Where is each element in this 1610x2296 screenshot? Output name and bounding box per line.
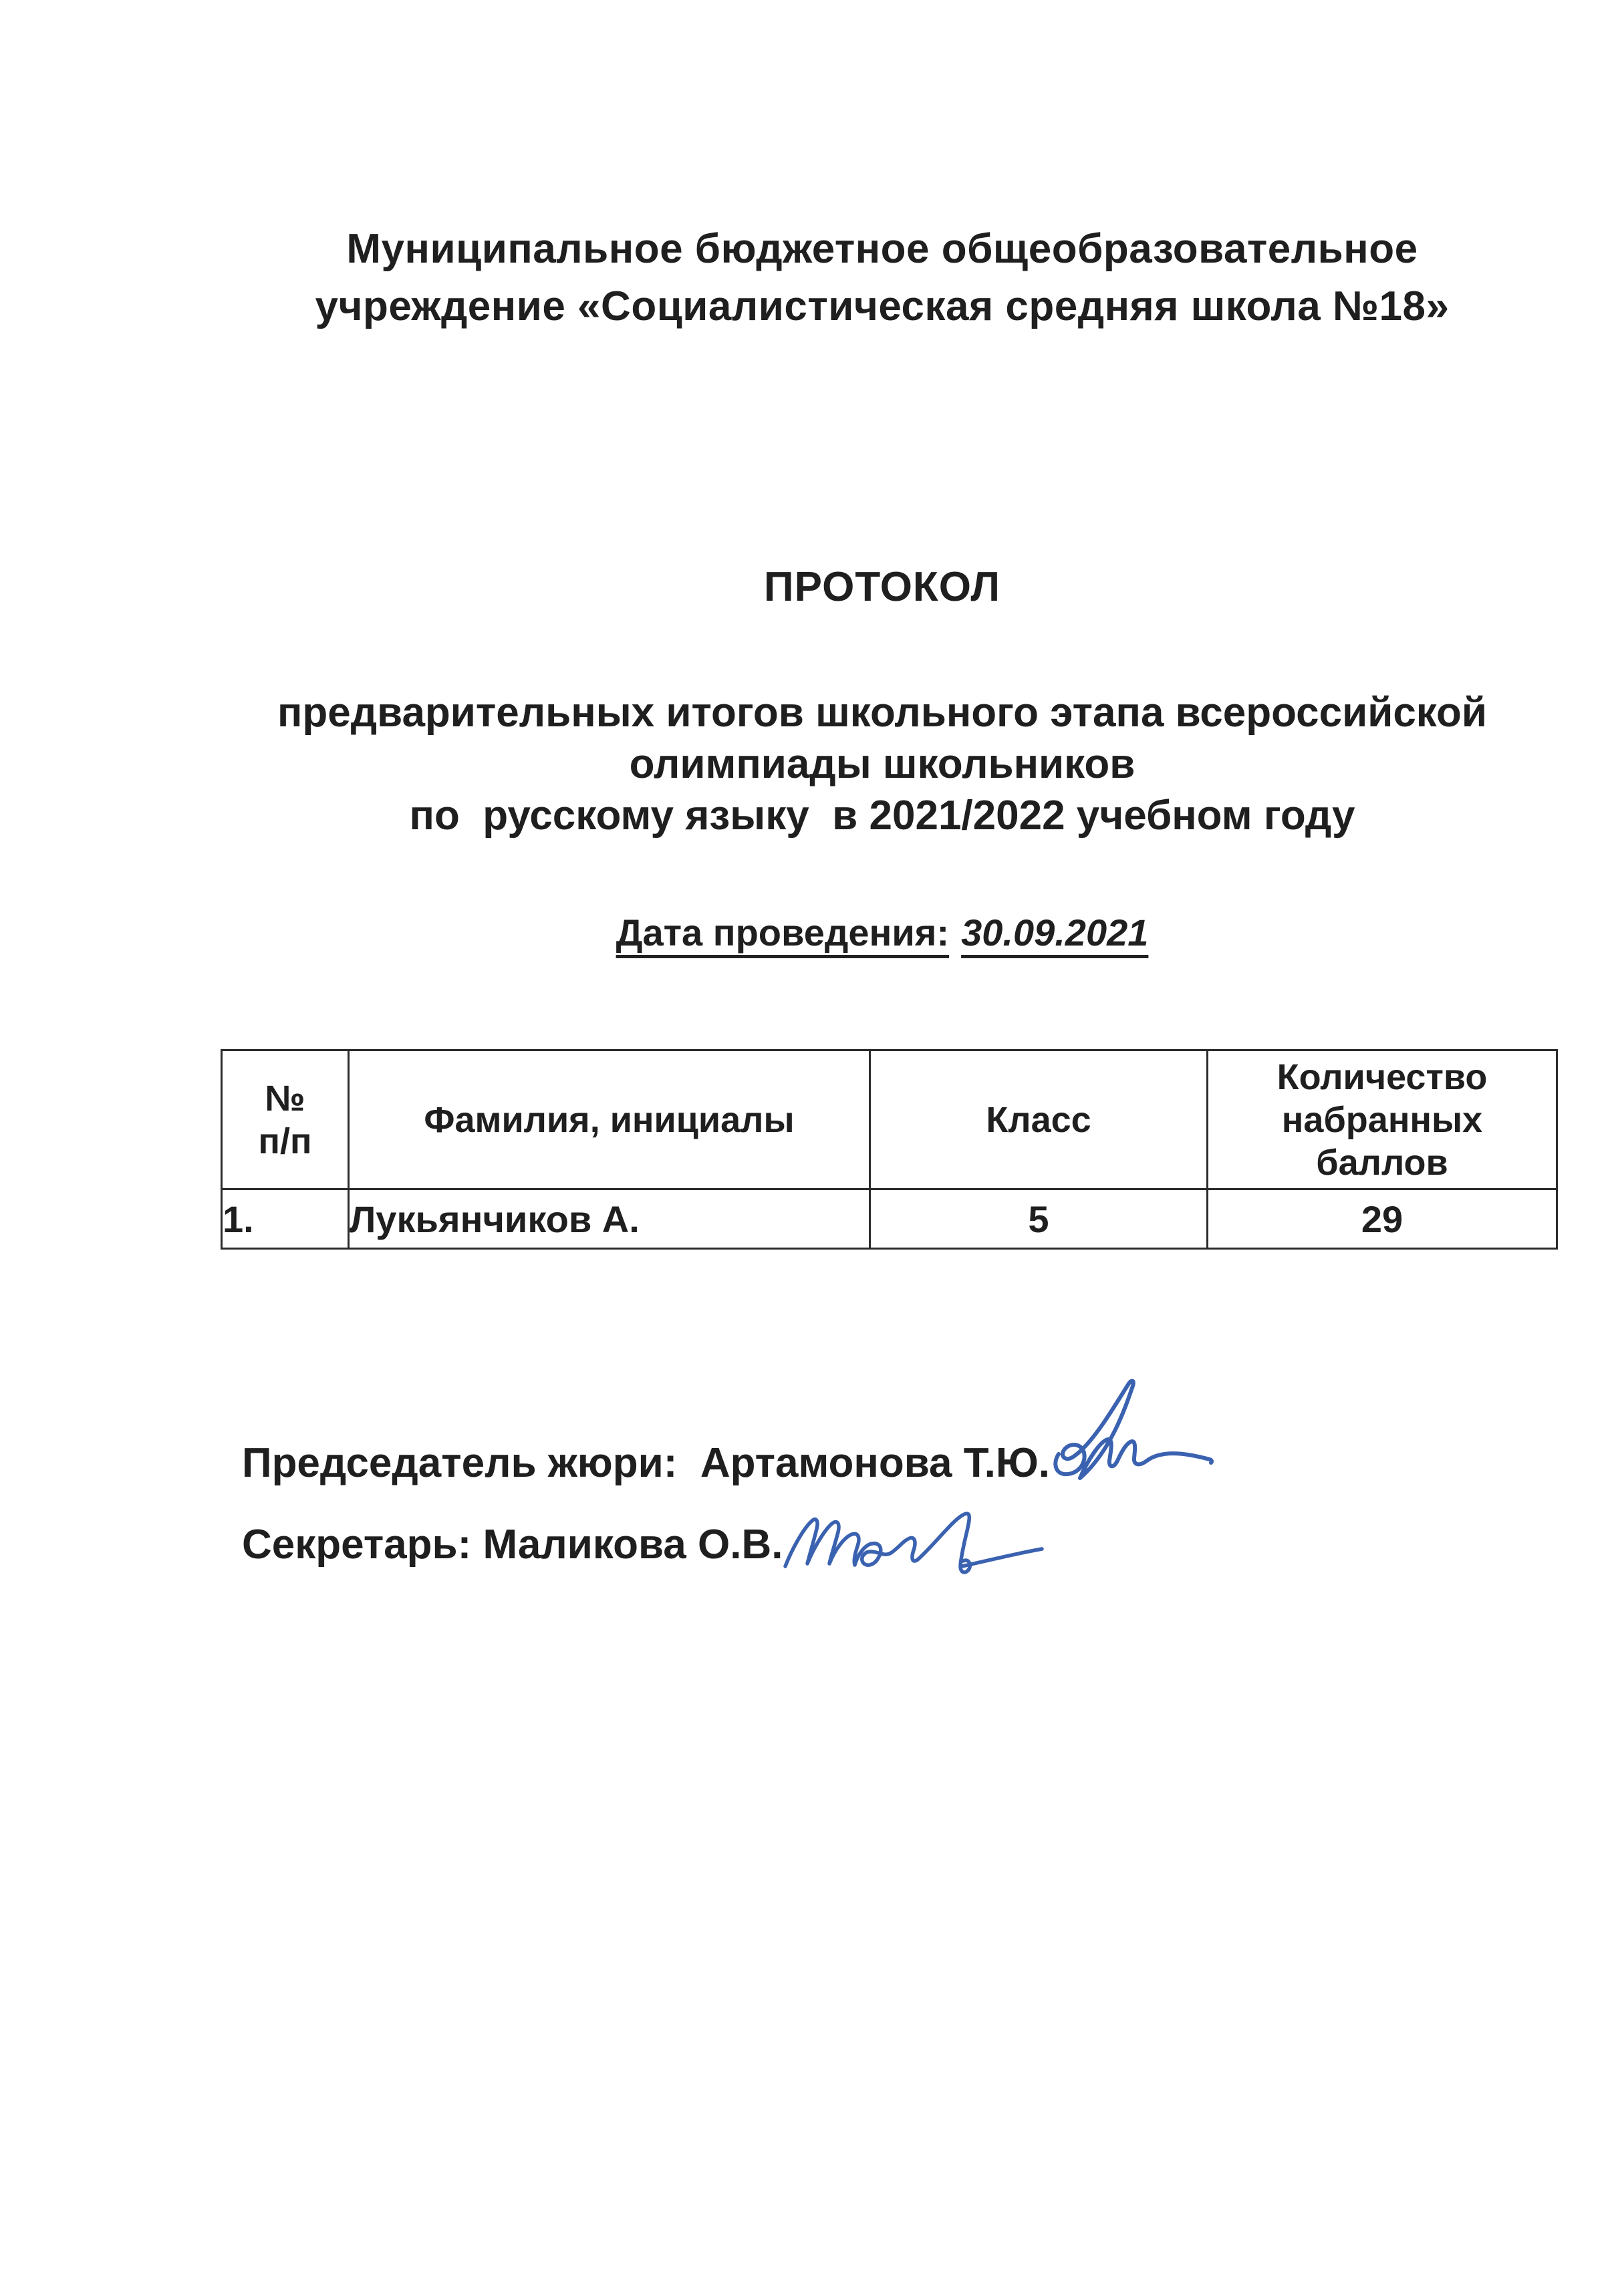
chair-signature-line: Председатель жюри: Артамонова Т.Ю. <box>242 1440 1050 1486</box>
document-title: ПРОТОКОЛ <box>764 564 1000 610</box>
date-line <box>616 911 1149 954</box>
institution-line-1: Муниципальное бюджетное общеобразовательное <box>346 226 1418 272</box>
date-row <box>147 907 1610 958</box>
header-cell-class: Класс <box>870 1050 1208 1189</box>
subtitle-line-3: по русскому языку в 2021/2022 учебном году <box>409 793 1355 839</box>
chair-signature-ink <box>1049 1374 1216 1494</box>
table-row <box>222 1189 1557 1249</box>
row-cell-number: 1. <box>222 1189 349 1249</box>
secretary-signature-ink <box>779 1508 1046 1581</box>
document-subtitle <box>147 687 1610 841</box>
document-content <box>147 0 1610 2296</box>
row-cell-name: Лукьянчиков А. <box>349 1189 870 1249</box>
date-label: Дата проведения: <box>616 911 950 954</box>
header-cell-number: № п/п <box>222 1050 349 1189</box>
institution-line-2: учреждение «Социалистическая средняя школа №18» <box>315 283 1450 329</box>
secretary-signature-stroke <box>785 1514 1042 1572</box>
table-header-row <box>222 1050 1557 1189</box>
header-cell-name: Фамилия, инициалы <box>349 1050 870 1189</box>
row-cell-class: 5 <box>870 1189 1208 1249</box>
institution-name <box>147 221 1610 335</box>
subtitle-line-2: олимпиады школьников <box>629 741 1135 787</box>
row-cell-score: 29 <box>1208 1189 1557 1249</box>
subtitle-line-1: предварительных итогов школьного этапа всероссийской <box>277 690 1488 736</box>
chair-signature-stroke <box>1055 1381 1212 1478</box>
header-cell-score: Количество набранных баллов <box>1208 1050 1557 1189</box>
results-table <box>221 1049 1558 1250</box>
secretary-signature-line: Секретарь: Маликова О.В. <box>242 1522 783 1568</box>
date-value: 30.09.2021 <box>961 911 1149 954</box>
